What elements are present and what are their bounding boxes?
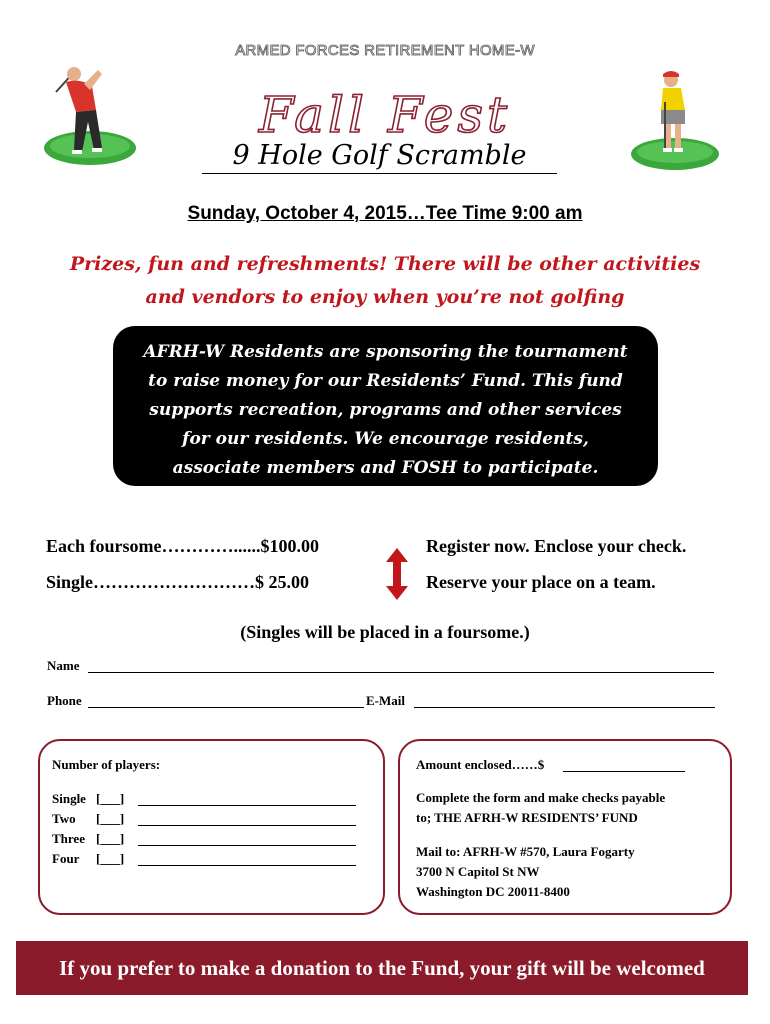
sponsor-text <box>123 338 648 483</box>
player-row-two-bracket[interactable]: [___] <box>96 811 125 826</box>
name-field-line[interactable] <box>88 672 714 673</box>
email-label: E-Mail <box>366 693 405 708</box>
payment-panel <box>398 739 732 915</box>
player-row-two-line[interactable] <box>138 825 356 826</box>
sponsor-box <box>113 326 658 486</box>
sponsor-line-2: to raise money for our Residents’ Fund. This fund <box>148 371 623 391</box>
sponsor-line-3: supports recreation, programs and other services <box>149 400 622 420</box>
register-text: Register now. Enclose your check. <box>426 536 687 556</box>
double-arrow-icon <box>384 548 410 600</box>
sponsor-line-4: for our residents. We encourage residents, <box>182 429 589 449</box>
singles-note: (Singles will be placed in a foursome.) <box>240 622 530 642</box>
prizes-text <box>20 248 750 314</box>
phone-field-line[interactable] <box>88 707 364 708</box>
player-row-three-line[interactable] <box>138 845 356 846</box>
prizes-line-1: Prizes, fun and refreshments! There will be other activities <box>69 253 701 275</box>
prizes-line-2: and vendors to enjoy when you’re not golfing <box>145 286 625 308</box>
dateline-text: Sunday, October 4, 2015…Tee Time 9:00 am <box>187 203 583 224</box>
player-row-three-bracket[interactable]: [___] <box>96 831 125 846</box>
players-panel <box>38 739 385 915</box>
player-row-four-label: Four <box>52 851 80 866</box>
event-subtitle: 9 Hole Golf Scramble <box>202 140 557 174</box>
single-price: Single………………………$ 25.00 <box>46 572 310 592</box>
sponsor-line-5: associate members and FOSH to participate. <box>172 458 599 478</box>
amount-field-line[interactable] <box>563 771 685 772</box>
player-row-single-bracket[interactable]: [___] <box>96 791 125 806</box>
payment-instructions-2: to; THE AFRH-W RESIDENTS’ FUND <box>416 810 638 825</box>
name-label: Name <box>47 658 80 673</box>
player-row-four-line[interactable] <box>138 865 356 866</box>
foursome-price: Each foursome…………......$100.00 <box>46 536 319 556</box>
player-row-four-bracket[interactable]: [___] <box>96 851 125 866</box>
mail-address-3: Washington DC 20011-8400 <box>416 884 570 899</box>
email-field-line[interactable] <box>414 707 715 708</box>
sponsor-line-1: AFRH-W Residents are sponsoring the tournament <box>143 342 628 362</box>
phone-label: Phone <box>47 693 82 708</box>
player-row-single-line[interactable] <box>138 805 356 806</box>
event-dateline <box>0 203 770 225</box>
donation-banner: If you prefer to make a donation to the Fund, your gift will be welcomed <box>16 941 748 995</box>
organization-name: ARMED FORCES RETIREMENT HOME-W <box>235 42 535 59</box>
reserve-text: Reserve your place on a team. <box>426 572 656 592</box>
player-row-single-label: Single <box>52 791 86 806</box>
player-row-two-label: Two <box>52 811 76 826</box>
player-row-three-label: Three <box>52 831 85 846</box>
amount-enclosed-label: Amount enclosed……$ <box>416 757 545 772</box>
mail-address-2: 3700 N Capitol St NW <box>416 864 540 879</box>
event-title: Fall Fest <box>258 86 512 144</box>
payment-instructions-1: Complete the form and make checks payable <box>416 790 666 805</box>
mail-address-1: Mail to: AFRH-W #570, Laura Fogarty <box>416 844 635 859</box>
players-heading: Number of players: <box>52 757 161 772</box>
